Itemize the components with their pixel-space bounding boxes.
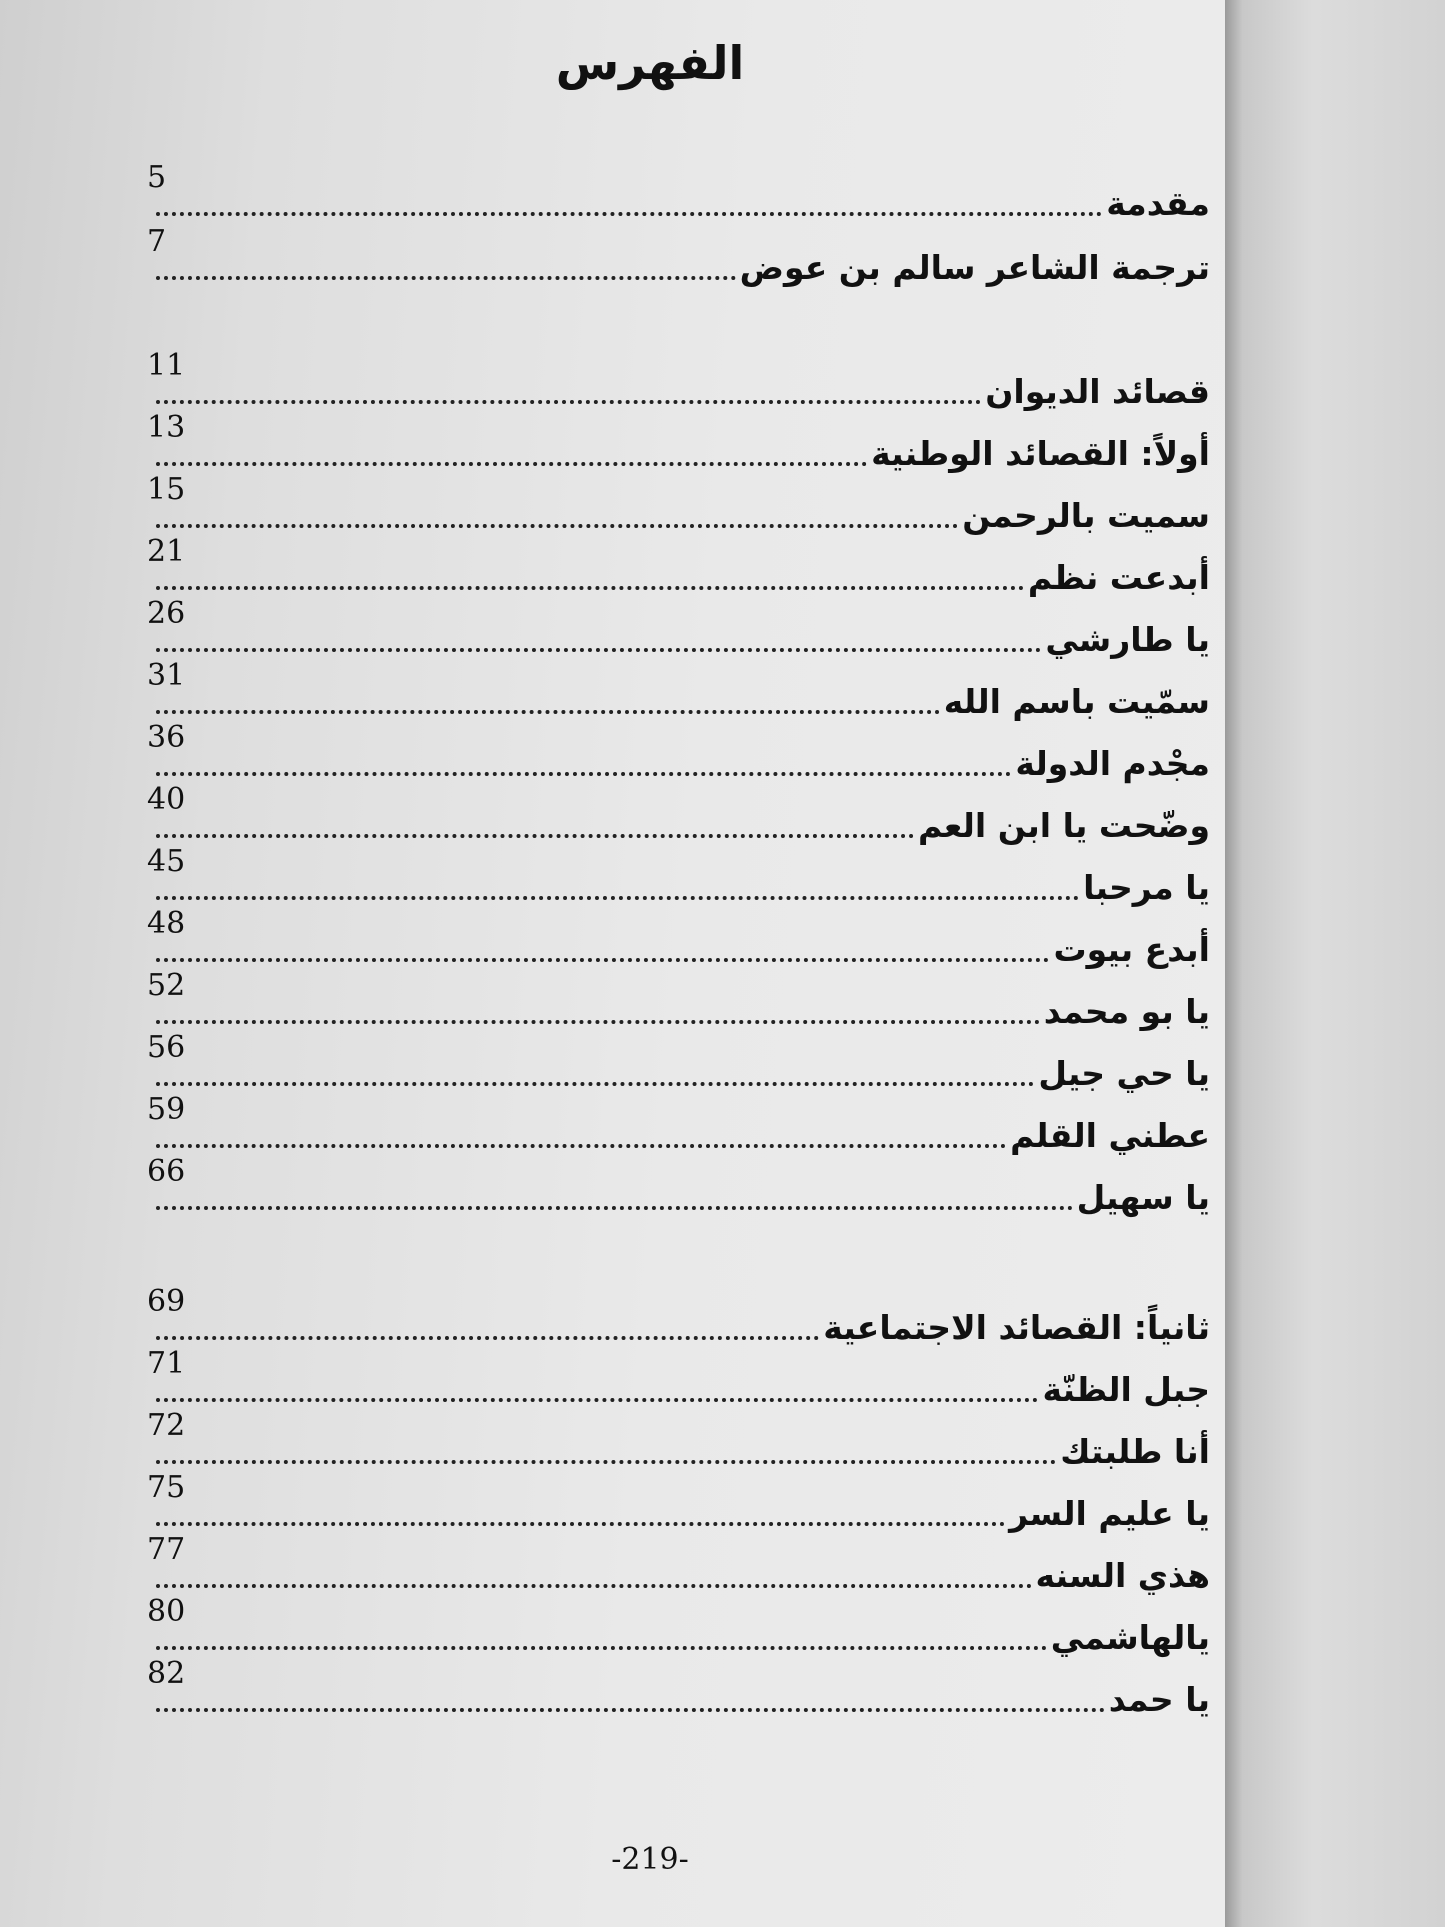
toc-entry-page: 15 (147, 472, 186, 507)
toc-entry-page: 21 (147, 534, 186, 569)
toc-entry (147, 1408, 1210, 1471)
dot-leader (156, 958, 1049, 962)
toc-entry-label: ترجمة الشاعر سالم بن عوض (739, 248, 1210, 287)
dot-leader (156, 1144, 1006, 1148)
page-title: الفهرس (555, 36, 745, 90)
toc-entry-label: سمّيت باسم الله (943, 682, 1210, 721)
adjacent-page-edge (1225, 0, 1445, 1927)
toc-entry (147, 1470, 1210, 1533)
toc-entry-label: يا مرحبا (1083, 868, 1210, 907)
toc-entry-page: 80 (147, 1594, 186, 1629)
toc-entry-label: وضّحت يا ابن العم (918, 806, 1210, 845)
toc-entry-page: 48 (147, 906, 186, 941)
toc-entry (147, 906, 1210, 969)
dot-leader (156, 586, 1024, 590)
toc-entry-label: يالهاشمي (1050, 1618, 1210, 1657)
dot-leader (156, 1336, 819, 1340)
toc-entry-label: يا حمد (1108, 1680, 1210, 1719)
toc-entry-label: جبل الظنّة (1042, 1370, 1210, 1409)
toc-entry-label: مقدمة (1106, 184, 1210, 223)
toc-entry-page: 71 (147, 1346, 186, 1381)
dot-leader (156, 1584, 1032, 1588)
toc-entry-label: أبدعت نظم (1027, 558, 1210, 597)
toc-entry (147, 410, 1210, 473)
toc-entry-page: 75 (147, 1470, 186, 1505)
toc-entry (147, 1284, 1210, 1347)
toc-entry-label: أنا طلبتك (1060, 1432, 1210, 1471)
toc-entry-label: ثانياً: القصائد الاجتماعية (823, 1308, 1210, 1347)
toc-entry-page: 26 (147, 596, 186, 631)
dot-leader (156, 896, 1079, 900)
toc-entry-label: أولاً: القصائد الوطنية (871, 434, 1210, 473)
toc-entry (147, 782, 1210, 845)
toc-entry-page: 72 (147, 1408, 186, 1443)
toc-entry-page: 40 (147, 782, 186, 817)
toc-entry-page: 77 (147, 1532, 186, 1567)
dot-leader (156, 1708, 1105, 1712)
toc-entry-label: يا عليم السر (1009, 1494, 1210, 1533)
toc-entry (147, 658, 1210, 721)
dot-leader (156, 1460, 1056, 1464)
dot-leader (156, 772, 1011, 776)
toc-entry (147, 844, 1210, 907)
toc-entry-page: 59 (147, 1092, 186, 1127)
toc-entry (147, 596, 1210, 659)
dot-leader (156, 648, 1041, 652)
dot-leader (156, 1646, 1047, 1650)
toc-entry (147, 224, 1210, 287)
toc-entry (147, 1532, 1210, 1595)
toc-entry-page: 52 (147, 968, 186, 1003)
toc-entry (147, 1594, 1210, 1657)
toc-entry-label: مجْدم الدولة (1015, 744, 1210, 783)
toc-entry-label: سميت بالرحمن (962, 496, 1210, 535)
toc-entry-label: قصائد الديوان (985, 372, 1210, 411)
toc-entry-page: 11 (147, 348, 186, 383)
toc-entry-label: يا طارشي (1045, 620, 1210, 659)
dot-leader (156, 1206, 1073, 1210)
dot-leader (156, 276, 736, 280)
toc-entry-page: 5 (147, 160, 167, 195)
dot-leader (156, 212, 1102, 216)
toc-entry-label: يا بو محمد (1043, 992, 1210, 1031)
toc-entry-page: 13 (147, 410, 186, 445)
toc-entry-page: 31 (147, 658, 186, 693)
toc-entry-label: عطني القلم (1010, 1116, 1210, 1155)
toc-entry (147, 160, 1210, 223)
toc-entry-page: 36 (147, 720, 186, 755)
toc-entry-page: 56 (147, 1030, 186, 1065)
page-number-footer: -219- (611, 1842, 689, 1877)
dot-leader (156, 834, 914, 838)
toc-entry (147, 1030, 1210, 1093)
toc-entry-page: 66 (147, 1154, 186, 1189)
toc-entry-page: 69 (147, 1284, 186, 1319)
toc-entry-label: يا حي جيل (1038, 1054, 1210, 1093)
dot-leader (156, 462, 867, 466)
dot-leader (156, 710, 940, 714)
dot-leader (156, 1082, 1034, 1086)
toc-entry (147, 968, 1210, 1031)
dot-leader (156, 400, 981, 404)
toc-entry (147, 472, 1210, 535)
toc-entry (147, 534, 1210, 597)
toc-entry (147, 1656, 1210, 1719)
toc-entry-label: هذي السنه (1035, 1556, 1210, 1595)
toc-entry-label: يا سهيل (1076, 1178, 1210, 1217)
toc-entry (147, 720, 1210, 783)
toc-entry (147, 1346, 1210, 1409)
toc-entry-page: 82 (147, 1656, 186, 1691)
toc-entry-page: 45 (147, 844, 186, 879)
toc-entry-page: 7 (147, 224, 167, 259)
toc-entry (147, 1092, 1210, 1155)
dot-leader (156, 524, 958, 528)
dot-leader (156, 1020, 1040, 1024)
toc-entry (147, 348, 1210, 411)
toc-entry (147, 1154, 1210, 1217)
toc-entry-label: أبدع بيوت (1053, 930, 1210, 969)
dot-leader (156, 1522, 1005, 1526)
dot-leader (156, 1398, 1038, 1402)
